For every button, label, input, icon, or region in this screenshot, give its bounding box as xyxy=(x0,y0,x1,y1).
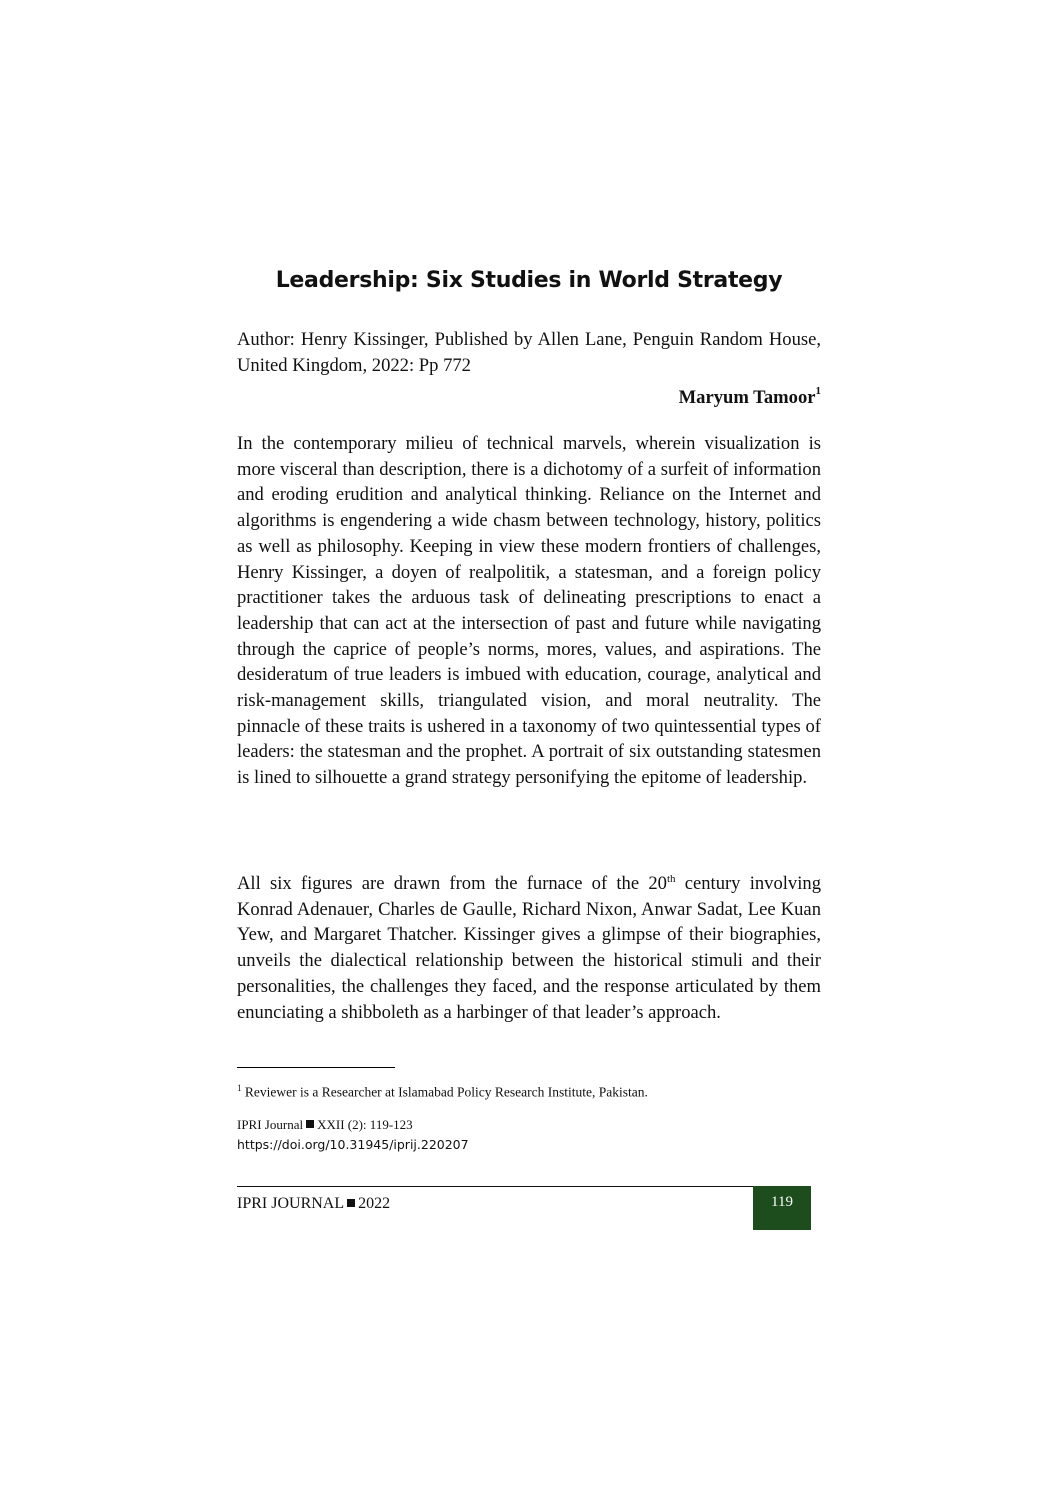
paragraph-2-rest: century involving Konrad Adenauer, Charles de Gaulle, Richard Nixon, Anwar Sadat, Lee Kuan Yew, and Margaret Thatcher. Kissinger gives a glimpse of their biographies, unveils the dialectical relationship between the historical stimuli and their personalities, the challenges they faced, and the response articulated by them enunciating a shibboleth as a harbinger of that leader’s approach. xyxy=(237,873,821,1023)
running-footer xyxy=(237,1193,390,1215)
reviewer-byline xyxy=(237,380,821,411)
footer-year: 2022 xyxy=(358,1195,391,1212)
doi-link[interactable]: https://doi.org/10.31945/iprij.220207 xyxy=(237,1137,469,1152)
footer-separator xyxy=(237,1186,811,1187)
square-bullet-icon xyxy=(306,1120,314,1128)
reviewer-footnote-marker: 1 xyxy=(815,385,821,397)
article-title: Leadership: Six Studies in World Strategy xyxy=(275,268,783,293)
journal-volume: XXII (2): 119-123 xyxy=(317,1117,413,1132)
body-paragraph-2 xyxy=(237,871,821,1025)
paragraph-2-lead: All six figures are drawn from the furnace of the 20 xyxy=(237,873,667,894)
book-details: Author: Henry Kissinger, Published by Allen Lane, Penguin Random House, United Kingdom, 2022: Pp 772 xyxy=(237,329,821,376)
page-number: 119 xyxy=(753,1186,811,1230)
journal-citation xyxy=(237,1115,413,1135)
ordinal-suffix: th xyxy=(666,872,676,885)
footnote-marker: 1 xyxy=(237,1083,242,1093)
square-bullet-icon xyxy=(347,1199,355,1207)
footer-journal-name: IPRI JOURNAL xyxy=(237,1195,345,1212)
reviewer-name: Maryum Tamoor xyxy=(678,387,816,409)
footnote-text: Reviewer is a Researcher at Islamabad Policy Research Institute, Pakistan. xyxy=(241,1084,648,1100)
journal-name: IPRI Journal xyxy=(237,1117,304,1132)
footnote xyxy=(237,1078,821,1103)
body-paragraph-1: In the contemporary milieu of technical marvels, wherein visualization is more visceral than description, there is a dichotomy of a surfeit of information and eroding erudition and analytical thinking. Reliance on the Internet and algorithms is engendering a wide chasm between technology, history, politics as well as philosophy. Keeping in view these modern frontiers of challenges, Henry Kissinger, a doyen of realpolitik, a statesman, and a foreign policy practitioner takes the arduous task of delineating prescriptions to enact a leadership that can act at the intersection of past and future while navigating through the caprice of people’s norms, mores, values, and aspirations. The desideratum of true leaders is imbued with education, courage, analytical and risk-management skills, triangulated vision, and moral neutrality. The pinnacle of these traits is ushered in a taxonomy of two quintessential types of leaders: the statesman and the prophet. A portrait of six outstanding statesmen is lined to silhouette a grand strategy personifying the epitome of leadership. xyxy=(237,433,821,789)
footnote-separator xyxy=(237,1067,395,1068)
